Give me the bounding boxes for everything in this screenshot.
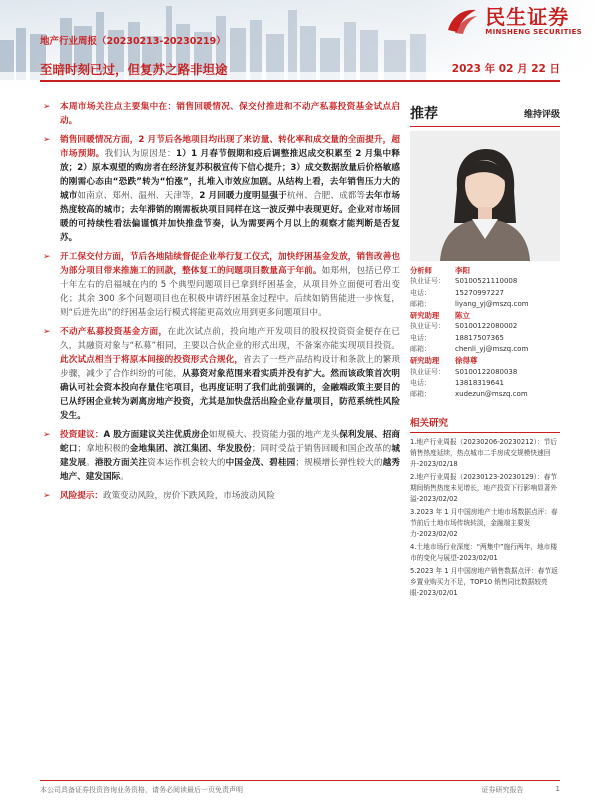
bullet-text-segment: 开工保交付方面，节后各地陆续督促企业举行复工仪式，加快纾困基金发放，销售改善也为部分项目带来推施工的回款，整体复工的问题项目数量高于年前。 (60, 252, 400, 276)
bullet-text-segment: 越秀地产、建发国际 (60, 458, 400, 482)
report-date: 2023 年 02 月 22 日 (451, 63, 560, 75)
contact-value[interactable]: chenli_yj@mszq.com (455, 345, 529, 354)
contact-value: S0100521110008 (455, 277, 518, 286)
related-research-item[interactable]: 1.地产行业周报（20230206-20230212）：节后销售热度延续，热点城市二手房成交规模快速回升-2023/02/18 (410, 437, 558, 468)
bullet-text-segment: 港股方面关注 (94, 458, 148, 468)
bullet-text-segment: 如规模大、投资能力强的地产龙头 (208, 430, 340, 440)
brand-logo-block (445, 6, 582, 36)
bullet-text (60, 325, 400, 423)
analyst-contact-row (410, 321, 560, 332)
contact-value: S0100122080038 (455, 367, 518, 376)
analyst-portrait-icon (410, 131, 560, 261)
analyst-contact-row (410, 288, 560, 299)
contact-label: 执业证号： (410, 322, 445, 331)
bullet-arrow-icon: ➢ (43, 491, 51, 501)
page-footer (40, 785, 560, 795)
bullet-text (60, 100, 400, 128)
page-number: 1 (555, 785, 560, 793)
analyst-contact-row (410, 378, 560, 389)
analyst-contact-row (410, 299, 560, 310)
recommendation-row (410, 100, 560, 126)
bullet-text-segment: 投资建议： (60, 430, 104, 440)
bullet-text-segment: 城建发展 (60, 444, 400, 468)
bullet-text-segment: 杭州、合肥、成都等 (286, 191, 366, 201)
related-research-item[interactable]: 3.2023 年 1 月中国房地产土地市场数据点评：春节前后土地市场传统转淡，金融端主要发力-2023/02/02 (410, 507, 558, 538)
analyst-contact-row (410, 389, 560, 400)
bullet-arrow-icon: ➢ (43, 430, 51, 440)
bullet-text-segment: A 股方面建议关注优质房企 (103, 430, 209, 440)
analyst-contact-row (410, 333, 560, 344)
bullet-text-segment: 。 (86, 458, 95, 468)
summary-column (40, 100, 400, 508)
contact-label: 邮箱： (410, 390, 431, 399)
related-research-item[interactable]: 2.地产行业周报（20230123-20230129）：春节期间销售热度未见增长，地产投资下行影响显著外溢-2023/02/02 (410, 472, 558, 503)
analyst-role: 研究助理 (410, 311, 440, 321)
related-research-list (410, 437, 560, 599)
bullet-text-segment: 风险提示： (60, 491, 103, 501)
contact-label: 执业证号： (410, 367, 445, 376)
bullet-arrow-icon: ➢ (43, 135, 51, 145)
bullet-text-segment: 此次试点相当于将原本间接的投资形式合规化， (60, 355, 244, 365)
bullet-text-segment: 政策变动风险，房价下跌风险，市场波动风险 (102, 491, 275, 501)
bullet-text-segment: 资本运作机会较大的 (147, 458, 226, 468)
analyst-list (410, 265, 560, 401)
bullet-text (60, 428, 400, 484)
contact-value[interactable]: xudezun@mszq.com (455, 390, 528, 399)
bullet-text-segment: 我们认为原因是： (104, 149, 176, 159)
analyst-contact-row (410, 367, 560, 378)
analyst-header (410, 355, 560, 366)
rating-value: 维持评级 (523, 109, 560, 120)
bullet-text (60, 250, 400, 320)
bullet-text-segment: 保利发展、招商蛇口 (60, 430, 400, 454)
bullet-text-segment: 本周市场关注点主要集中在：销售回暖情况、保交付推进和不动产私募投资基金试点启动。 (60, 102, 400, 126)
bullet-text-segment: ；拿地积极的 (77, 444, 130, 454)
bullet-text (60, 133, 400, 245)
report-type: 地产行业周报（20230213-20230219） (40, 36, 226, 47)
bullet-text-segment: 金地集团、滨江集团、华发股份 (129, 444, 252, 454)
bullet-text (60, 489, 400, 503)
bullet-text-segment: 不动产私募投资基金方面， (60, 327, 168, 337)
related-research-item[interactable]: 4.土地市场行业深度：“两集中”施行两年，地市楼市的变化与展望-2023/02/01 (410, 542, 558, 562)
contact-value: S0100122080002 (455, 322, 518, 331)
bullet-text-segment: 在此次试点前，投向地产开发项目的股权投资资金便存在已久，其融资对象与“私募”相同，主要以合伙企业的形式出现，不备案亦能实现项目投资。 (60, 327, 400, 351)
contact-label: 电话： (410, 378, 431, 387)
contact-label: 电话： (410, 288, 431, 297)
header-divider (40, 80, 560, 82)
brand-name-cn: 民生证券 (485, 5, 570, 29)
contact-value[interactable]: liyang_yj@mszq.com (455, 299, 529, 308)
brand-name-en: MINSHENG SECURITIES (485, 28, 582, 36)
contact-label: 电话： (410, 333, 431, 342)
summary-bullet (40, 489, 400, 503)
related-research-item[interactable]: 5.2023 年 1 月中国房地产销售数据点评：春节返乡置业购买力不足，TOP10 销售同比数据较亮眼-2023/02/01 (410, 566, 558, 597)
analyst-role: 研究助理 (410, 356, 440, 366)
document-type: 证券研究报告 (481, 786, 524, 794)
analyst-contact-row (410, 276, 560, 287)
contact-value: 18817507365 (455, 333, 504, 342)
report-title: 至暗时刻已过，但复苏之路非坦途 (40, 62, 228, 77)
contact-label: 邮箱： (410, 299, 431, 308)
summary-bullet (40, 133, 400, 245)
bullet-text-segment: 如南京、郑州、温州、天津等， (77, 191, 200, 201)
analyst-name: 陈立 (455, 311, 470, 321)
analyst-contact-row (410, 344, 560, 355)
bullet-text-segment: 从结构上看，去年销售压力大的城市 (60, 177, 400, 201)
bullet-text-segment: 从募资对象范围来看实质并没有扩大。然而该政策首次明确认可社会资本投向存量住宅项目，也再度证明了我们此前强调的，金融端政策主要目的已从纾困企业转为剥离房地产投资，尤其是加快盘活出险企业存量项目，防范系统性风险发生。 (60, 369, 400, 421)
analyst-role: 分析师 (410, 266, 432, 275)
bullet-text-segment: 省去了一些产品结构设计和条款上的繁琐步骤，减少了合作纠纷的可能， (60, 355, 400, 379)
analyst-name: 李阳 (455, 266, 470, 275)
bullet-text-segment: 。 (120, 472, 129, 482)
analyst-header (410, 265, 560, 276)
bullet-text-segment: 1）1 月春节假期和疫后调整推迟成交积累至 2 月集中释放；2）原本观望的购房者在经济复苏积极宣传下信心提升；3）成交数据放量后价格敏感的刚需心态由“恐跌”转为“怕涨”，扎堆入市效应加剧。 (60, 149, 400, 187)
bullet-arrow-icon: ➢ (43, 327, 51, 337)
minsheng-logo-icon (445, 6, 479, 36)
footer-divider (40, 780, 560, 781)
bullet-arrow-icon: ➢ (43, 252, 51, 262)
related-research-divider (410, 432, 560, 433)
summary-bullet (40, 100, 400, 128)
bullet-text-segment: ；同时受益于销售回暖和国企改革的 (251, 444, 392, 454)
contact-value: 15270997227 (455, 288, 504, 297)
disclaimer-text: 本公司具备证券投资咨询业务资格，请务必阅读最后一页免责声明 (40, 786, 243, 794)
summary-bullet (40, 325, 400, 423)
contact-label: 执业证号： (410, 277, 445, 286)
related-research-title: 相关研究 (410, 417, 449, 429)
bullet-text-segment: 去年市场热度较高的城市；去年滞销的刚需板块项目同样在这一波反弹中表现更好。企业对市场回暖的可持续性看法偏谨慎并加快推盘节奏，认为需要两个月以上的观察才能判断是否复苏。 (60, 191, 400, 243)
summary-bullet (40, 250, 400, 320)
recommendation-divider (410, 126, 560, 127)
analyst-photo (410, 131, 560, 261)
summary-bullets (40, 100, 400, 503)
contact-value: 13818319641 (455, 378, 504, 387)
sidebar-column (410, 100, 560, 601)
bullet-text-segment: 2 月回暖力度明显强于 (199, 191, 287, 201)
bullet-arrow-icon: ➢ (43, 102, 51, 112)
bullet-text-segment: 如郑州，包括已停工十年左右的启福城在内的 5 个典型问题项目已拿到纾困基金，从项目外立面便可看出变化；其余 300 多个问题项目也在积极申请纾困基金过程中。后续如销售能进一步恢复，则“后进先出”的纾困基金运行模式将能更高效应用到更多问题项目中。 (60, 266, 400, 318)
analyst-header (410, 310, 560, 321)
recommendation-label: 推荐 (410, 106, 438, 122)
summary-bullet (40, 428, 400, 484)
contact-label: 邮箱： (410, 345, 431, 354)
analyst-name: 徐得尊 (455, 356, 478, 366)
report-header (0, 0, 600, 100)
bullet-text-segment: ；规模增长弹性较大的 (295, 458, 383, 468)
bullet-text-segment: 中国金茂、碧桂园 (225, 458, 296, 468)
bullet-text-segment: 销售回暖情况方面，2 月节后各地项目均出现了来访量、转化率和成交量的全面提升，超市场预期。 (60, 135, 400, 159)
